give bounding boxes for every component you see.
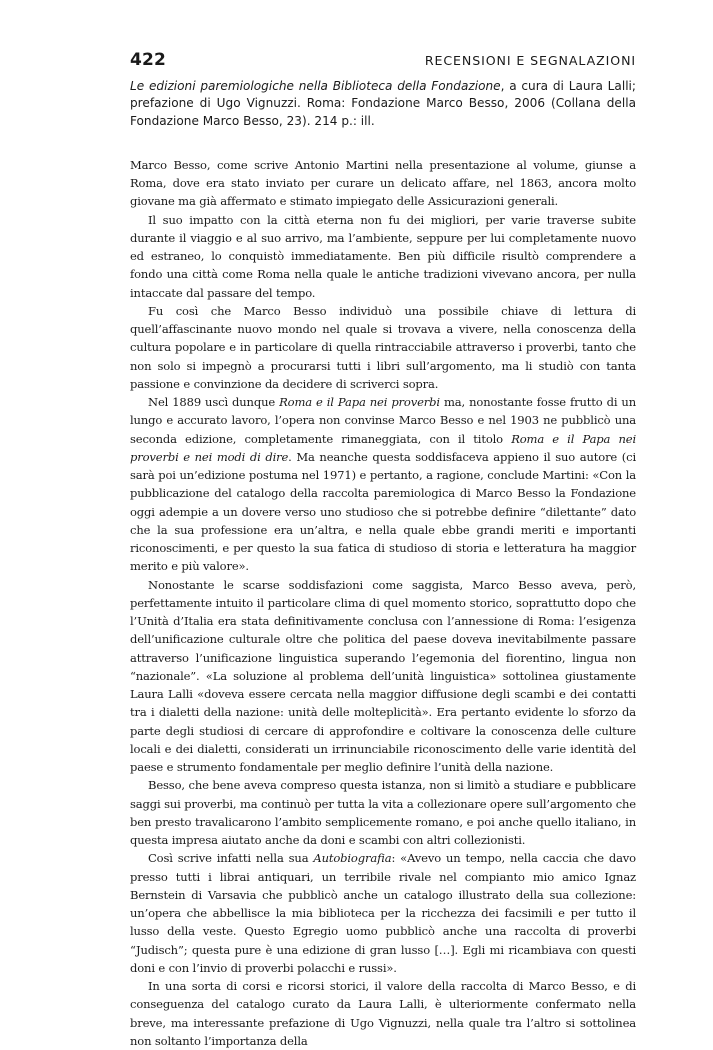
- paragraph-6: Besso, che bene aveva compreso questa istanza, non si limitò a studiare e pubblicare saggi sui proverbi, ma continuò per tutta la vita a collezionare opere sull’argomento che ben presto travalicarono l’ambito semplicemente romano, e poi anche quello italiano, in questa impresa aiutato anche da doni e scambi con altri collezionisti.: [130, 778, 636, 848]
- section-title: RECENSIONI E SEGNALAZIONI: [424, 53, 636, 68]
- page: [130, 50, 636, 1050]
- running-header: [130, 50, 636, 70]
- book-title: Le edizioni paremiologiche nella Biblioteca della Fondazione: [130, 79, 501, 93]
- paragraph-8: In una sorta di corsi e ricorsi storici, il valore della raccolta di Marco Besso, e di conseguenza del catalogo curato da Laura Lalli, è ulteriormente confermato nella breve, ma interessante prefazione di Ugo Vignuzzi, nella quale tra l’altro si sottolinea non soltanto l’importanza della: [130, 979, 636, 1048]
- paragraph-2: Il suo impatto con la città eterna non fu dei migliori, per varie traverse subite durante il viaggio e al suo arrivo, ma l’ambiente, seppure per lui completamente nuovo ed estraneo, lo conquistò immediatamente. Ben più difficile risultò comprendere a fondo una città come Roma nella quale le antiche tradizioni vivevano ancora, per nulla intaccate dal passare del tempo.: [130, 212, 636, 300]
- bibliographic-entry: [130, 78, 636, 130]
- paragraph-5: Nonostante le scarse soddisfazioni come saggista, Marco Besso aveva, però, perfettamente intuito il particolare clima di quel momento storico, soprattutto dopo che l’Unità d’Italia era stata definitivamente conclusa con l’annessione di Roma: l’esigenza dell’unificazione culturale oltre che politica del paese doveva inevitabilmente passare attraverso l’unificazione linguistica superando l’egemonia del fiorentino, lingua non “nazionale”. «La soluzione al problema dell’unità linguistica» sottolinea giustamente Laura Lalli «doveva essere cercata nella maggior diffusione degli scambi e dei contatti tra i dialetti della nazione: unità delle molteplicità». Era pertanto evidente lo sforzo da parte degli studiosi di cercare di approfondire e coltivare la conoscenza delle culture locali e dei dialetti, considerati un irrinunciabile riconoscimento delle varie identità del paese e strumento fondamentale per meglio definire l’unità della nazione.: [130, 577, 636, 775]
- paragraph-4-part-a: Nel 1889 uscì dunque: [148, 395, 280, 410]
- book-details: , a cura di Laura Lalli; prefazione di Ugo Vignuzzi. Roma: Fondazione Marco Besso, 2006 (Collana della Fondazione Marco Besso, 23). 214 p.: ill.: [130, 79, 636, 128]
- cited-title-2: Roma e il Papa nei proverbi e nei modi di dire: [130, 431, 636, 464]
- paragraph-3: Fu così che Marco Besso individuò una possibile chiave di lettura di quell’affascinante nuovo mondo nel quale si trovava a vivere, nella conoscenza della cultura popolare e in particolare di quella rintracciabile attraverso i proverbi, tanto che non solo si impegnò a procurarsi tutti i libri sull’argomento, ma li studiò con tanta passione e convinzione da decidere di scriverci sopra.: [130, 303, 636, 391]
- paragraph-1: Marco Besso, come scrive Antonio Martini nella presentazione al volume, giunse a Roma, dove era stato inviato per curare un delicato affare, nel 1863, ancora molto giovane ma già affermato e stimato impiegato delle Assicurazioni generali.: [130, 157, 636, 209]
- paragraph-4-part-b: ma, nonostante fosse frutto di un lungo e accurato lavoro, l’opera non convinse Marco Besso e nel 1903 ne pubblicò una seconda edizione, completamente rimaneggiata, con il titolo: [130, 395, 637, 446]
- paragraph-4: [130, 393, 636, 576]
- paragraph-7-part-b: : «Avevo un tempo, nella caccia che davo presso tutti i librai antiquari, un terribile rivale nel compianto mio amico Ignaz Bernstein di Varsavia che pubblicò anche un catalogo illustrato della sua collezione: un’opera che abbellisce la mia biblioteca per la ricchezza dei facsimili e per tutto il lusso della veste. Questo Egregio uomo pubblicò anche una raccolta di proverbi “Judisch”; questa pure è una edizione di gran lusso […]. Egli mi ricambiava con questi doni e con l’invio di proverbi polacchi e russi».: [130, 851, 636, 975]
- paragraph-4-part-c: . Ma neanche questa soddisfaceva appieno il suo autore (ci sarà poi un’edizione postuma nel 1971) e pertanto, a ragione, conclude Martini: «Con la pubblicazione del catalogo della raccolta paremiologica di Marco Besso la Fondazione oggi adempie a un dovere verso uno studioso che si potrebbe definire “dilettante” dato che la sua professione era un’altra, e nella quale ebbe grandi meriti e importanti riconoscimenti, e per questo la sua fatica di studioso di storia e letteratura ha maggior merito e più valore».: [130, 449, 636, 574]
- cited-title-1: Roma e il Papa nei proverbi: [279, 395, 440, 410]
- paragraph-7: [130, 849, 636, 977]
- review-body: [130, 156, 636, 1050]
- page-number: 422: [130, 50, 167, 70]
- cited-title-autobiografia: Autobiografia: [313, 851, 392, 866]
- paragraph-7-part-a: Così scrive infatti nella sua: [148, 851, 314, 866]
